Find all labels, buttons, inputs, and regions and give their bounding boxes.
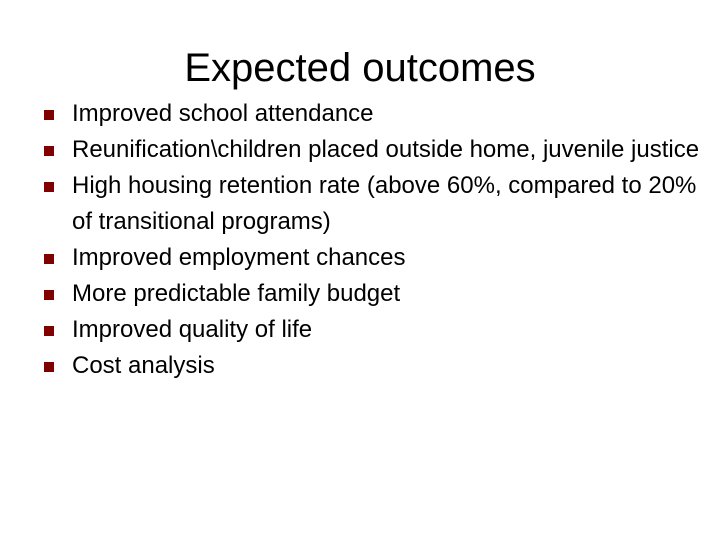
bullet-item-housing-retention [44,168,704,240]
bullet-text: Improved quality of life [72,316,313,343]
square-bullet-icon [44,326,54,336]
bullet-text: Reunification\children placed outside home, juvenile justice [72,136,700,163]
bullet-item-family-budget [44,276,704,312]
bullet-item-reunification [44,132,704,168]
slide-title: Expected outcomes [184,46,536,90]
square-bullet-icon [44,290,54,300]
bullet-text: More predictable family budget [72,280,401,307]
square-bullet-icon [44,362,54,372]
bullet-text: Improved employment chances [72,244,406,271]
bullet-list [44,96,704,384]
bullet-item-cost-analysis [44,348,704,384]
square-bullet-icon [44,254,54,264]
square-bullet-icon [44,146,54,156]
bullet-item-quality-of-life [44,312,704,348]
bullet-text: High housing retention rate (above 60%, compared to 20% of transitional programs) [72,172,697,235]
square-bullet-icon [44,110,54,120]
bullet-text: Cost analysis [72,352,215,379]
bullet-item-employment [44,240,704,276]
square-bullet-icon [44,182,54,192]
bullet-text: Improved school attendance [72,100,374,127]
bullet-item-school-attendance [44,96,704,132]
